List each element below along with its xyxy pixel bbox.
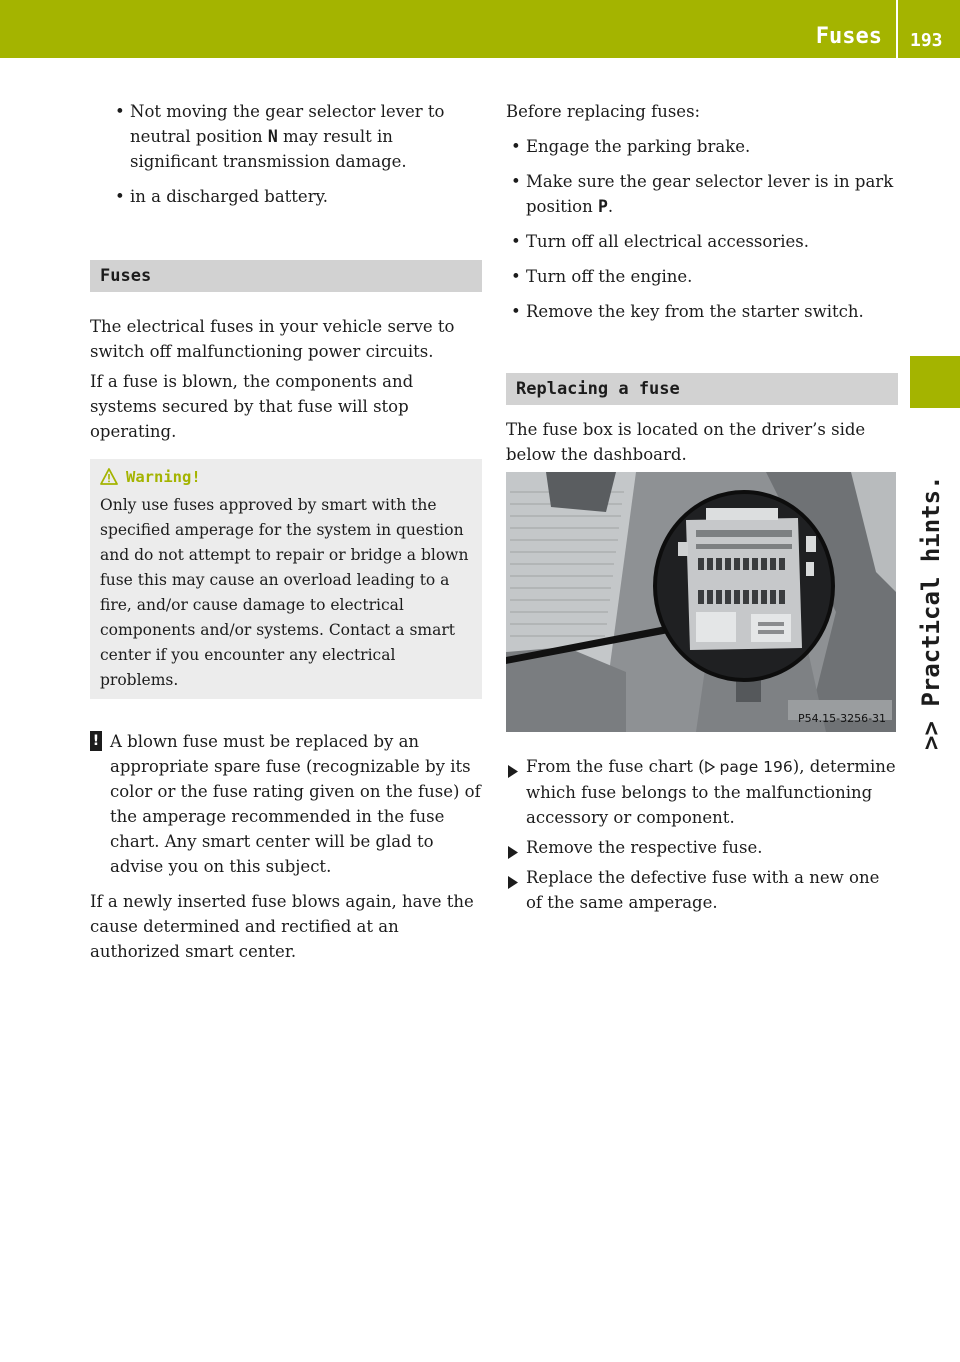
step-arrow-icon: [508, 841, 518, 866]
bullet-item: [506, 299, 898, 324]
warning-header: [100, 465, 472, 493]
bullet-dot-icon: •: [511, 137, 521, 156]
recurring-blow-paragraph: If a newly inserted fuse blows again, have the cause determined and rectified at an authorized smart center.: [90, 892, 474, 961]
bullet-text: Make sure the gear selector lever is in park position: [526, 172, 894, 216]
bullet-dot-icon: •: [511, 267, 521, 286]
header-divider: [896, 0, 898, 58]
chapter-tab-marker: [910, 356, 960, 408]
fuses-heading: Fuses: [90, 260, 482, 292]
bullet-text: Not moving the gear selector lever to neutral position: [130, 102, 445, 146]
bullet-text: Turn off the engine.: [526, 267, 693, 286]
bullet-dot-icon: •: [115, 187, 125, 206]
step-text: Remove the respective fuse.: [526, 838, 763, 857]
replacement-steps: [506, 754, 898, 915]
step-text: Replace the defective fuse with a new one of the same amperage.: [526, 868, 880, 912]
bullet-text: .: [607, 197, 614, 216]
warning-triangle-icon: [100, 468, 118, 493]
intro-paragraph: The electrical fuses in your vehicle serve to switch off malfunctioning power circuits.: [90, 317, 455, 361]
note-paragraph: [90, 729, 482, 879]
page-reference-link[interactable]: [705, 758, 793, 776]
bullet-item: [506, 229, 898, 254]
bullet-text: in a discharged battery.: [130, 187, 328, 206]
gear-position-key: N: [267, 127, 278, 146]
bullet-text: may result in significant transmission damage.: [130, 127, 407, 171]
page-reference-arrow-icon: [705, 758, 720, 776]
bullet-dot-icon: •: [511, 302, 521, 321]
left-column: [90, 99, 482, 964]
page-number: 193: [910, 30, 943, 51]
step-arrow-icon: [508, 871, 518, 896]
step-arrow-icon: [508, 760, 518, 785]
warning-box: [90, 459, 482, 699]
warning-text: Only use fuses approved by smart with the specified amperage for the system in question and do not attempt to repair or bridge a blown fuse this may cause an overload leading to a fire, and/or cause damage to electrical components and/or systems. Contact a smart center if you encounter any electrical problems.: [100, 496, 469, 689]
bullet-item: [90, 99, 482, 174]
note-text: A blown fuse must be replaced by an appropriate spare fuse (recognizable by its color or the fuse rating given on the fuse) of the amperage recommended in the fuse chart. Any smart center will be glad to advise you on this subject.: [110, 732, 481, 876]
fuse-box-illustration: [506, 472, 896, 732]
bullet-dot-icon: •: [115, 102, 125, 121]
bullet-text: Engage the parking brake.: [526, 137, 751, 156]
gear-position-key: P: [597, 197, 608, 216]
instruction-step: [506, 754, 898, 830]
chapter-tab-label: [917, 420, 957, 750]
right-column: [506, 99, 898, 467]
bullet-item: [506, 169, 898, 219]
bullet-item: [506, 264, 898, 289]
bullet-dot-icon: •: [511, 232, 521, 251]
bullet-item: [90, 184, 482, 209]
bullet-dot-icon: •: [511, 172, 521, 191]
instruction-step: [506, 865, 898, 915]
fuse-box-photo: [506, 472, 896, 732]
bullet-item: [506, 134, 898, 159]
replacing-fuse-heading: Replacing a fuse: [506, 373, 898, 405]
section-title: Fuses: [815, 24, 882, 49]
bullet-text: Remove the key from the starter switch.: [526, 302, 864, 321]
page-reference-text: page 196: [719, 758, 793, 776]
step-text: ), determine which fuse belongs to the malfunctioning accessory or component.: [526, 757, 896, 827]
instruction-step: [506, 835, 898, 860]
before-replacing-intro: Before replacing fuses:: [506, 102, 701, 121]
step-text: From the fuse chart (: [526, 757, 705, 776]
warning-title: Warning!: [126, 468, 201, 486]
chapter-tab-text: >> Practical hints.: [917, 475, 945, 750]
bullet-text: Turn off all electrical accessories.: [526, 232, 809, 251]
blown-fuse-paragraph: If a fuse is blown, the components and systems secured by that fuse will stop operating.: [90, 372, 414, 441]
photo-reference-code: P54.15-3256-31: [798, 712, 887, 725]
fuse-box-location: The fuse box is located on the driver’s side below the dashboard.: [506, 420, 866, 464]
exclamation-icon: !: [90, 731, 102, 751]
